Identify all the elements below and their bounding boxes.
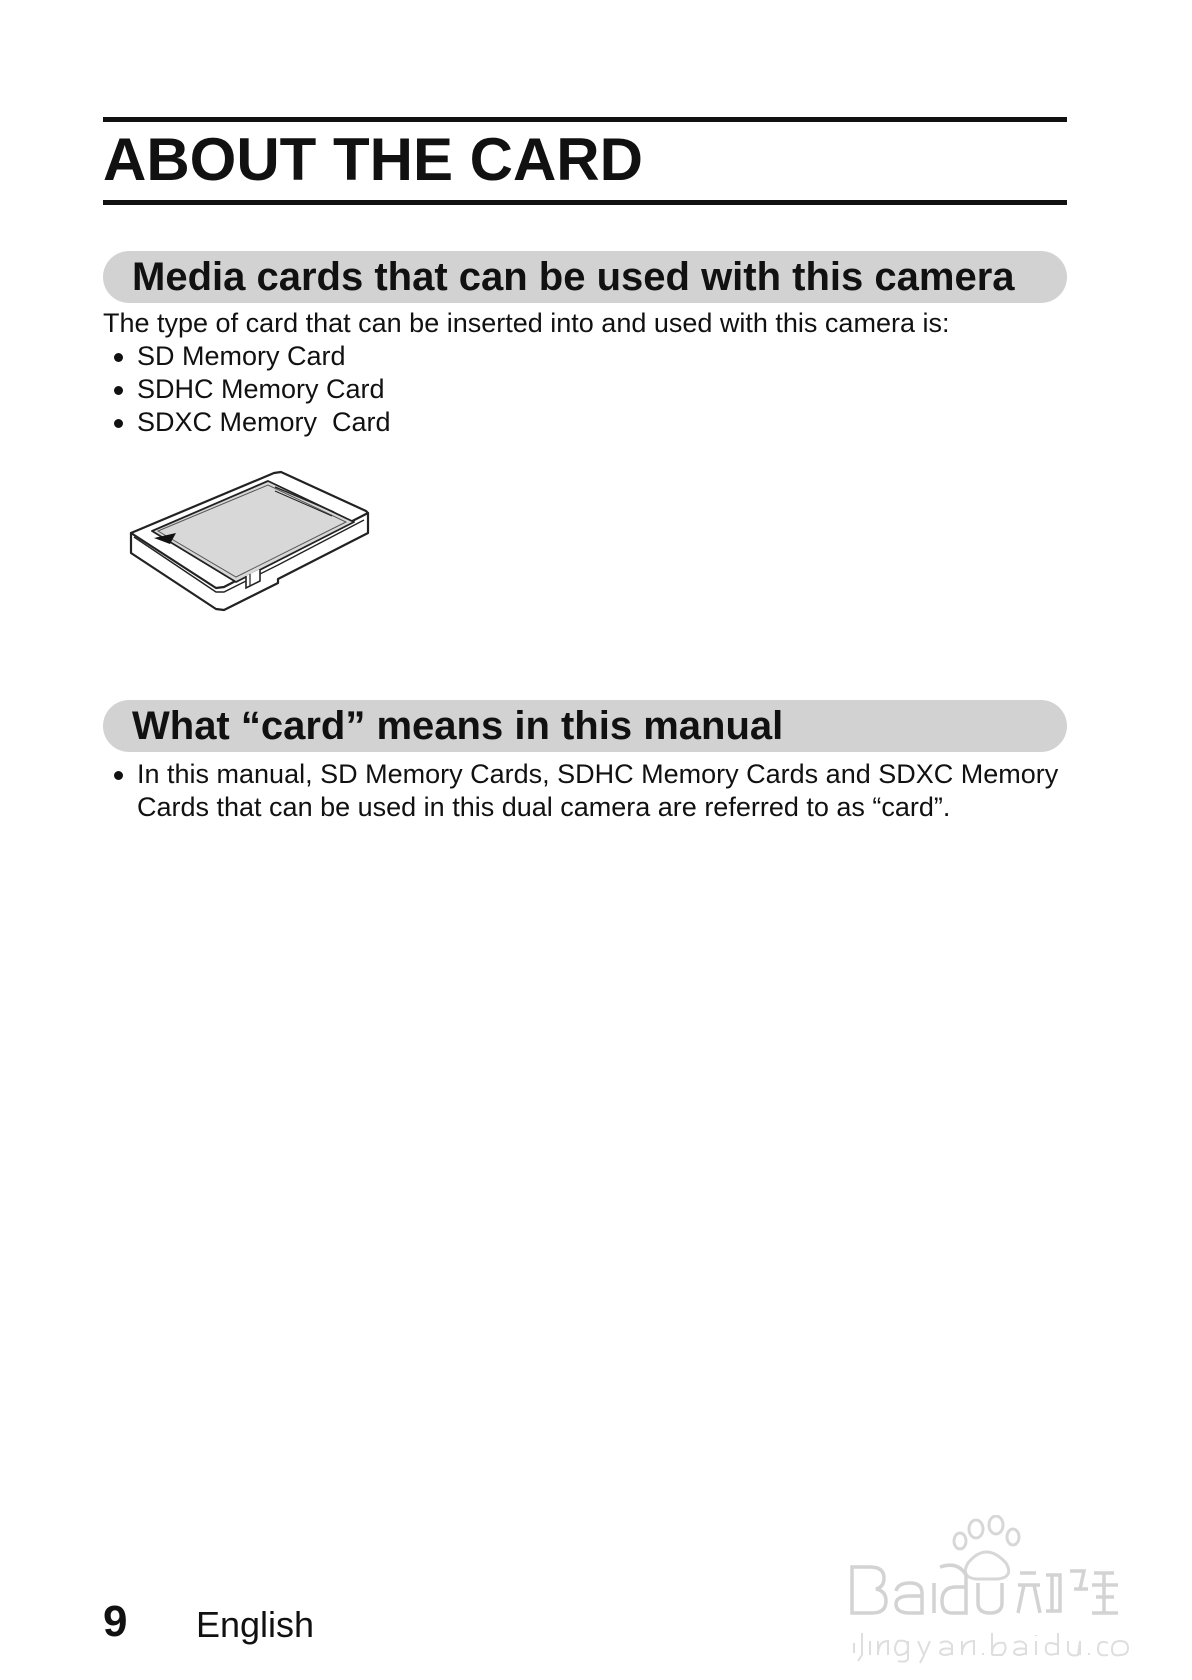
list-item-text: SDHC Memory Card — [137, 374, 385, 404]
section-heading-media-cards: Media cards that can be used with this camera — [103, 251, 1067, 303]
sd-card-icon — [128, 470, 400, 630]
list-item-text: In this manual, SD Memory Cards, SDHC Memory Cards and SDXC Memory Cards that can be used in this dual camera are referred to as “card”. — [137, 759, 1066, 822]
intro-text: The type of card that can be inserted into and used with this camera is: — [103, 308, 950, 338]
baidu-jingyan-watermark-logo — [848, 1515, 1138, 1665]
list-item — [103, 340, 391, 373]
section-heading-card-meaning: What “card” means in this manual — [103, 700, 1067, 752]
bullet-icon — [114, 771, 123, 780]
list-item — [103, 758, 1066, 824]
list-item — [103, 406, 391, 439]
list-item-text: SD Memory Card — [137, 341, 346, 371]
title-bottom-rule — [103, 200, 1067, 205]
list-item — [103, 373, 391, 406]
card-meaning-list — [103, 758, 1066, 824]
bullet-icon — [114, 386, 123, 395]
page-title: ABOUT THE CARD — [103, 126, 643, 193]
bullet-icon — [114, 353, 123, 362]
page-language: English — [196, 1604, 315, 1645]
list-item-text: SDXC Memory Card — [137, 407, 391, 437]
card-type-list — [103, 340, 391, 439]
bullet-icon — [114, 419, 123, 428]
page-number: 9 — [103, 1597, 128, 1646]
